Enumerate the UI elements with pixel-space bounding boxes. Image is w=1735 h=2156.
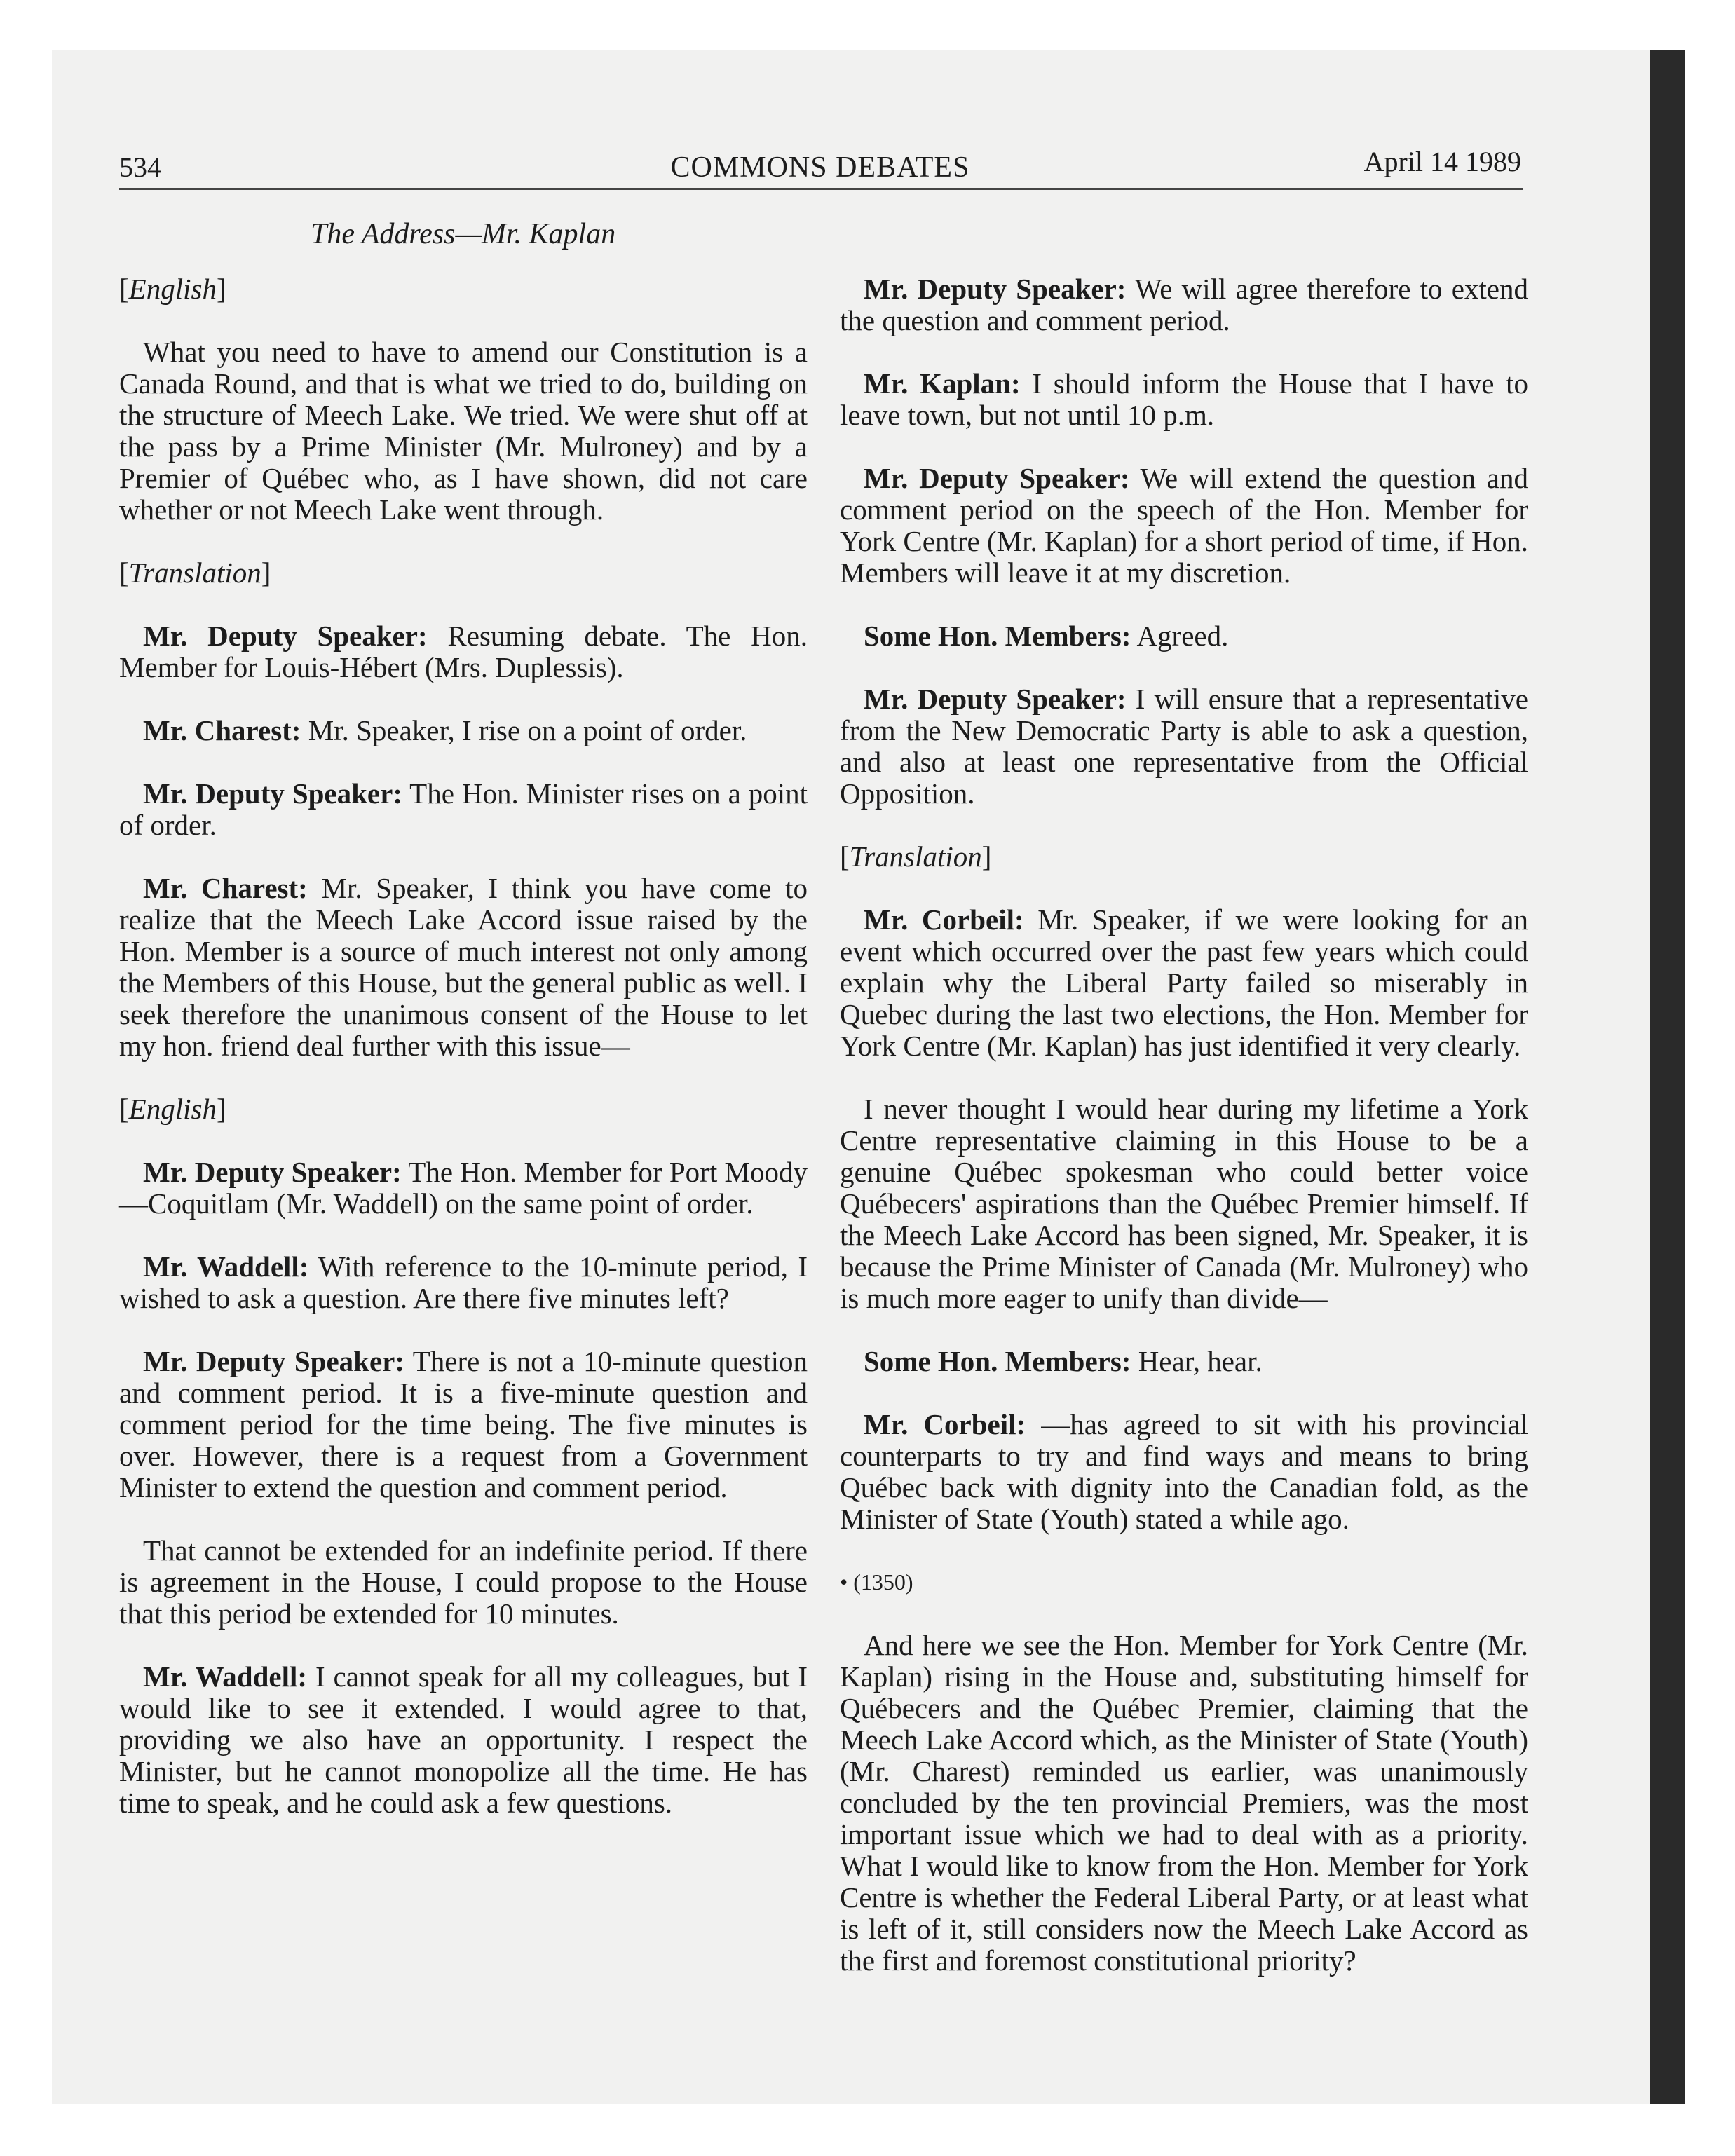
- speech: [119, 1251, 808, 1314]
- speech: [119, 715, 808, 746]
- speaker-name: Some Hon. Members:: [864, 620, 1131, 652]
- speech-text: There is not a 10-minute question and comment period. It is a five-minute question and comment period for the time being. The five minutes is over. However, there is a request from a Government Minister to extend the question and comment period.: [119, 1345, 808, 1503]
- speech-text: Mr. Speaker, I rise on a point of order.: [301, 714, 747, 746]
- speech: [119, 873, 808, 1062]
- speaker-name: Mr. Waddell:: [143, 1250, 309, 1283]
- language-marker: [English]: [119, 1093, 226, 1125]
- speech: [840, 1409, 1528, 1535]
- speaker-name: Mr. Deputy Speaker:: [143, 1345, 405, 1377]
- speech: [119, 620, 808, 683]
- speech-text: I should inform the House that I have to leave town, but not until 10 p.m.: [840, 367, 1528, 431]
- time-marker: • (1350): [840, 1569, 913, 1595]
- header-rule: [119, 188, 1523, 190]
- speaker-name: Mr. Kaplan:: [864, 367, 1021, 400]
- speech-text: Agreed.: [1131, 620, 1229, 652]
- paragraph: That cannot be extended for an indefinite period. If there is agreement in the House, I could propose to the House that this period be extended for 10 minutes.: [119, 1534, 808, 1630]
- speech: [119, 1661, 808, 1819]
- speech: [119, 1157, 808, 1220]
- running-head: The Address—Mr. Kaplan: [311, 218, 616, 250]
- page-header: [119, 144, 1521, 193]
- speech-text: Hear, hear.: [1131, 1345, 1263, 1377]
- speech: [840, 904, 1528, 1062]
- page-edge-shadow: [1650, 50, 1685, 2104]
- speaker-name: Mr. Charest:: [143, 872, 308, 904]
- speech-text: The Hon. Member for Port Moody—Coquitlam (Mr. Waddell) on the same point of order.: [119, 1156, 808, 1220]
- speech-text: I cannot speak for all my colleagues, but I would like to see it extended. I would agree to that, providing we also have an opportunity. I respect the Minister, but he cannot monopolize all the time. He has time to speak, and he could ask a few questions.: [119, 1660, 808, 1819]
- speech: [840, 683, 1528, 810]
- speech-text: We will extend the question and comment period on the speech of the Hon. Member for York Centre (Mr. Kaplan) for a short period of time, if Hon. Members will leave it at my discretion.: [840, 462, 1528, 589]
- speech-text: —has agreed to sit with his provincial counterparts to try and find ways and means to bring Québec back with dignity into the Canadian fold, as the Minister of State (Youth) stated a while ago.: [840, 1408, 1528, 1535]
- right-column: [840, 273, 1528, 2008]
- publication-date: April 14 1989: [1363, 146, 1521, 177]
- language-marker: [Translation]: [119, 557, 271, 589]
- speech: [119, 778, 808, 841]
- speech-text: We will agree therefore to extend the question and comment period.: [840, 273, 1528, 336]
- speaker-name: Mr. Charest:: [143, 714, 301, 746]
- speech: [840, 463, 1528, 589]
- paragraph: What you need to have to amend our Constitution is a Canada Round, and that is what we tried to do, building on the structure of Meech Lake. We tried. We were shut off at the pass by a Prime Minister (Mr. Mulroney) and by a Premier of Québec who, as I have shown, did not care whether or not Meech Lake went through.: [119, 336, 808, 526]
- speech: [840, 368, 1528, 431]
- paragraph: And here we see the Hon. Member for York Centre (Mr. Kaplan) rising in the House and, substituting himself for Québecers and the Québec Premier, claiming that the Meech Lake Accord which, as the Minister of State (Youth) (Mr. Charest) reminded us earlier, was unanimously concluded by the ten provincial Premiers, was the most important issue which we had to deal with as a priority. What I would like to know from the Hon. Member for York Centre is whether the Federal Liberal Party, or at least what is left of it, still considers now the Meech Lake Accord as the first and foremost constitutional priority?: [840, 1629, 1528, 1977]
- publication-title: COMMONS DEBATES: [670, 151, 970, 184]
- speech: [840, 1346, 1528, 1377]
- language-marker: [English]: [119, 273, 226, 305]
- speech-text: Resuming debate. The Hon. Member for Louis-Hébert (Mrs. Duplessis).: [119, 620, 808, 683]
- language-marker: [Translation]: [840, 840, 992, 873]
- speech-text: I will ensure that a representative from the New Democratic Party is able to ask a question, and also at least one representative from the Official Opposition.: [840, 683, 1528, 810]
- speech-text: Mr. Speaker, I think you have come to realize that the Meech Lake Accord issue raised by the Hon. Member is a source of much interest not only among the Members of this House, but the general public as well. I seek therefore the unanimous consent of the House to let my hon. friend deal further with this issue—: [119, 872, 808, 1062]
- page-number: 534: [119, 151, 161, 183]
- speaker-name: Mr. Deputy Speaker:: [143, 1156, 402, 1188]
- speech: [119, 1346, 808, 1503]
- speaker-name: Mr. Deputy Speaker:: [864, 683, 1127, 715]
- speaker-name: Mr. Corbeil:: [864, 903, 1024, 936]
- speaker-name: Mr. Waddell:: [143, 1660, 308, 1693]
- speech-text: The Hon. Minister rises on a point of order.: [119, 777, 808, 841]
- speaker-name: Mr. Deputy Speaker:: [143, 777, 402, 810]
- speech: [840, 620, 1528, 652]
- speaker-name: Mr. Corbeil:: [864, 1408, 1026, 1440]
- speech-text: Mr. Speaker, if we were looking for an event which occurred over the past few years which could explain why the Liberal Party failed so miserably in Quebec during the last two elections, the Hon. Member for York Centre (Mr. Kaplan) has just identified it very clearly.: [840, 903, 1528, 1062]
- paragraph: I never thought I would hear during my lifetime a York Centre representative claiming in this House to be a genuine Québec spokesman who could better voice Québecers' aspirations than the Québec Premier himself. If the Meech Lake Accord has been signed, Mr. Speaker, it is because the Prime Minister of Canada (Mr. Mulroney) who is much more eager to unify than divide—: [840, 1093, 1528, 1314]
- speaker-name: Mr. Deputy Speaker:: [864, 273, 1127, 305]
- speaker-name: Mr. Deputy Speaker:: [864, 462, 1130, 494]
- speech: [840, 273, 1528, 336]
- speech-text: With reference to the 10-minute period, I wished to ask a question. Are there five minutes left?: [119, 1250, 808, 1314]
- speaker-name: Some Hon. Members:: [864, 1345, 1131, 1377]
- left-column: [119, 273, 808, 1850]
- speaker-name: Mr. Deputy Speaker:: [143, 620, 428, 652]
